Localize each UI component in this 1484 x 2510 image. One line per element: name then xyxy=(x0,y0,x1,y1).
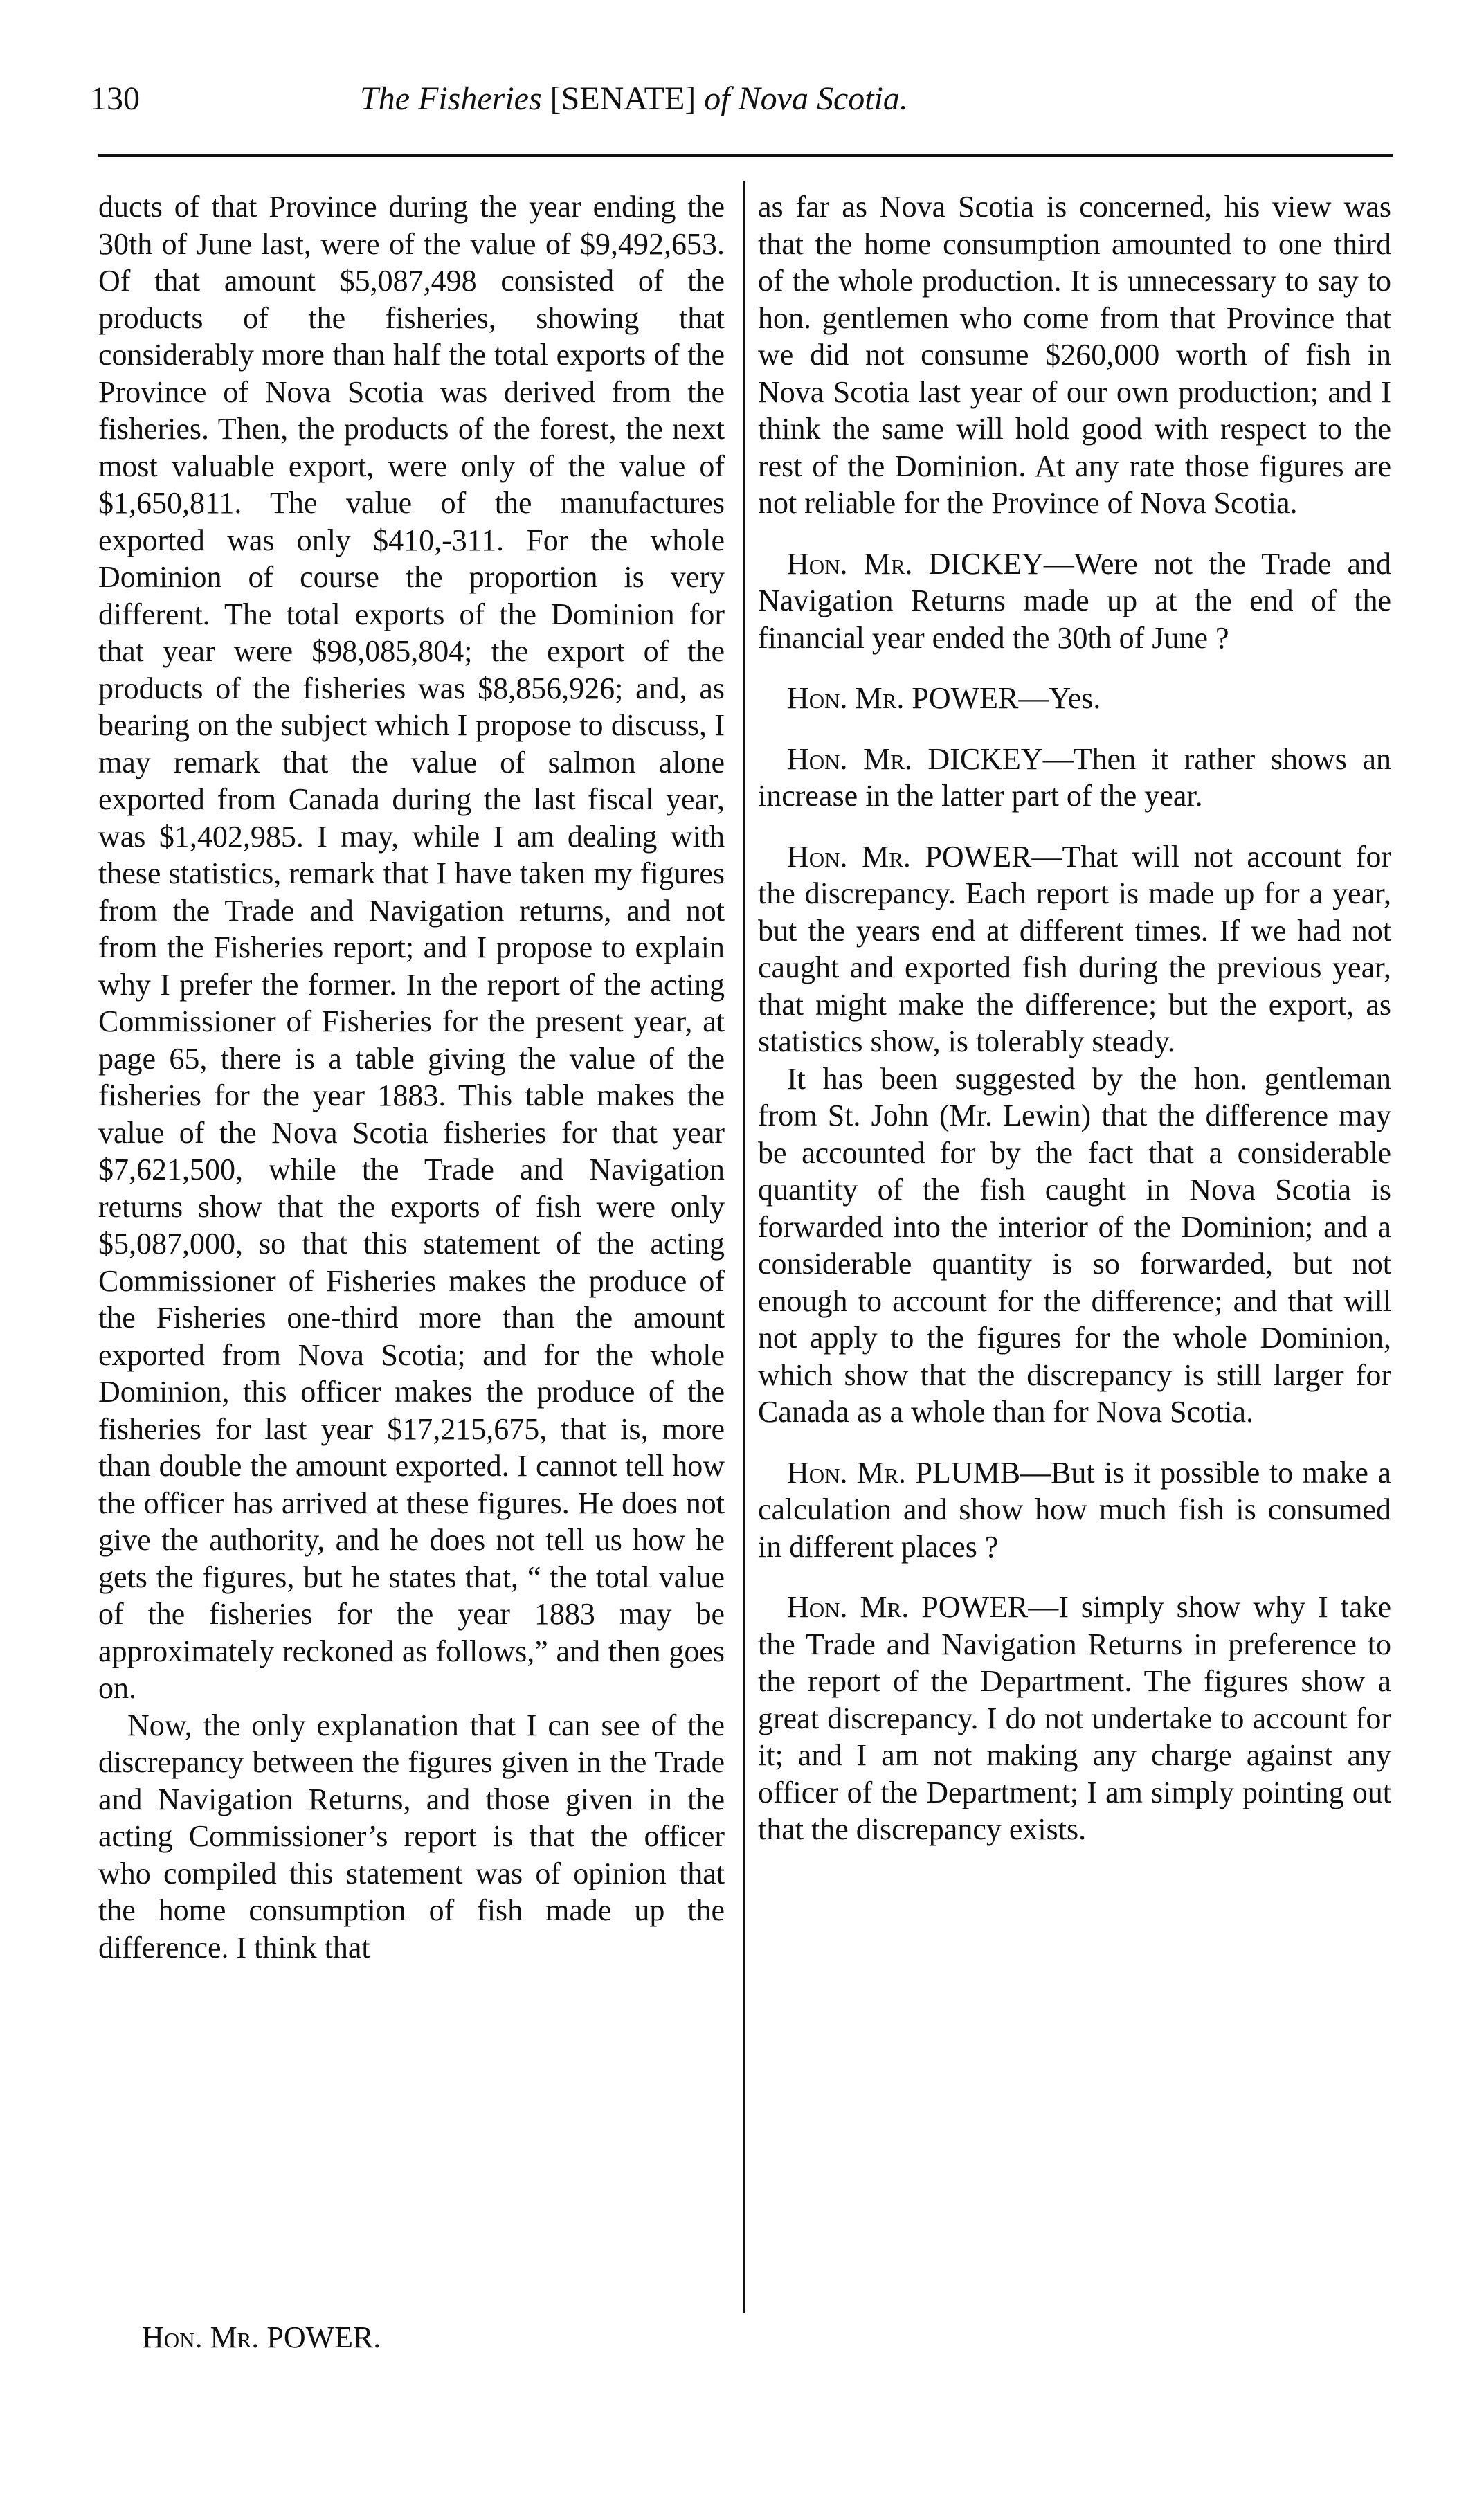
page-header xyxy=(90,75,1398,123)
speech-power-2-continued: It has been suggested by the hon. gentleman from St. John (Mr. Lewin) that the difference may be accounted for by the fact that a considerable quantity of the fish caught in Nova Scotia is forwarded into the interior of the Dominion; and a considerable quantity is so forwarded, but not enough to account for the difference; and that will not apply to the figures for the whole Dominion, which show that the discrepancy is still larger for Canada as a whole than for Nova Scotia. xyxy=(758,1061,1391,1429)
running-title-senate: [SENATE] xyxy=(550,80,696,117)
speech-power-3 xyxy=(758,1589,1391,1848)
footer-speaker: Hon. Mr. POWER. xyxy=(142,2320,381,2354)
left-paragraph-2: Now, the only explanation that I can see of the discrepancy between the figures given in the Trade and Navigation Returns, and those given in the acting Commissioner’s report is that the officer who compiled this statement was of opinion that the home consumption of fish made up the difference. I think that xyxy=(98,1708,725,1965)
header-rule xyxy=(98,154,1393,157)
speech-text: —I simply show why I take the Trade and Navigation Returns in preference to the report of the Department. The figures show a great discrepancy. I do not undertake to account for it; and I am not making any charge against any officer of the Department; I am simply pointing out that the discrepancy exists. xyxy=(758,1590,1391,1846)
speaker-name: Hon. Mr. POWER xyxy=(787,1590,1029,1624)
speech-dickey-2 xyxy=(758,741,1391,815)
right-column xyxy=(758,188,1391,1848)
speaker-name: Hon. Mr. POWER xyxy=(787,681,1019,715)
speech-text: —Then it rather shows an increase in the latter part of the year. xyxy=(758,741,1391,813)
speaker-name: Hon. Mr. PLUMB xyxy=(787,1455,1021,1490)
speech-dickey-1 xyxy=(758,545,1391,657)
speech-power-1 xyxy=(758,680,1391,717)
running-title-part3: of Nova Scotia. xyxy=(704,80,908,117)
speech-text: —Yes. xyxy=(1018,681,1101,715)
speaker-name: Hon. Mr. POWER xyxy=(787,839,1032,874)
left-column xyxy=(98,188,725,1966)
speaker-name: Hon. Mr. DICKEY xyxy=(787,546,1044,581)
speech-text: —But is it possible to make a calculation and show how much fish is consumed in different places ? xyxy=(758,1455,1391,1564)
left-paragraph-1: ducts of that Province during the year ending the 30th of June last, were of the value of $9,492,653. Of that amount $5,087,498 consisted of the products of the fisheries, showing that considerably more than half the total exports of the Province of Nova Scotia was derived from the fisheries. Then, the products of the forest, the next most valuable export, were only of the value of $1,650,811. The value of the manufactures exported was only $410,-311. For the whole Dominion of course the proportion is very different. The total exports of the Dominion for that year were $98,085,804; the export of the products of the fisheries was $8,856,926; and, as bearing on the subject which I propose to discuss, I may remark that the value of salmon alone exported from Canada during the last fiscal year, was $1,402,985. I may, while I am dealing with these statistics, remark that I have taken my figures from the Trade and Navigation returns, and not from the Fisheries report; and I propose to explain why I prefer the former. In the report of the acting Commissioner of Fisheries for the present year, at page 65, there is a table giving the value of the fisheries for the year 1883. This table makes the value of the Nova Scotia fisheries for that year $7,621,500, while the Trade and Navigation returns show that the exports of fish were only $5,087,000, so that this statement of the acting Commissioner of Fisheries makes the produce of the Fisheries one-third more than the amount exported from Nova Scotia; and for the whole Dominion, this officer makes the produce of the fisheries for last year $17,215,675, that is, more than double the amount exported. I cannot tell how the officer has arrived at these figures. He does not give the authority, and he does not tell us how he gets the figures, but he states that, “ the total value of the fisheries for the year 1883 may be approximately reckoned as follows,” and then goes on. xyxy=(98,190,725,1705)
speech-text: —Were not the Trade and Navigation Returns made up at the end of the financial year ended the 30th of June ? xyxy=(758,546,1391,655)
speech-plumb xyxy=(758,1454,1391,1566)
speech-text: —That will not account for the discrepancy. Each report is made up for a year, but the years end at different times. If we had not caught and exported fish during the previous year, that might make the difference; but the export, as statistics show, is tolerably steady. xyxy=(758,839,1392,1058)
page-number: 130 xyxy=(90,80,140,117)
speaker-name: Hon. Mr. DICKEY xyxy=(787,741,1043,776)
right-paragraph-1: as far as Nova Scotia is concerned, his view was that the home consumption amounted to one third of the whole production. It is unnecessary to say to hon. gentlemen who come from that Province that we did not consume $260,000 worth of fish in Nova Scotia last year of our own production; and I think the same will hold good with respect to the rest of the Dominion. At any rate those figures are not reliable for the Province of Nova Scotia. xyxy=(758,190,1391,520)
running-title xyxy=(360,75,908,123)
column-divider xyxy=(743,181,745,2313)
running-title-part1: The Fisheries xyxy=(360,80,542,117)
speech-power-2 xyxy=(758,838,1391,1060)
